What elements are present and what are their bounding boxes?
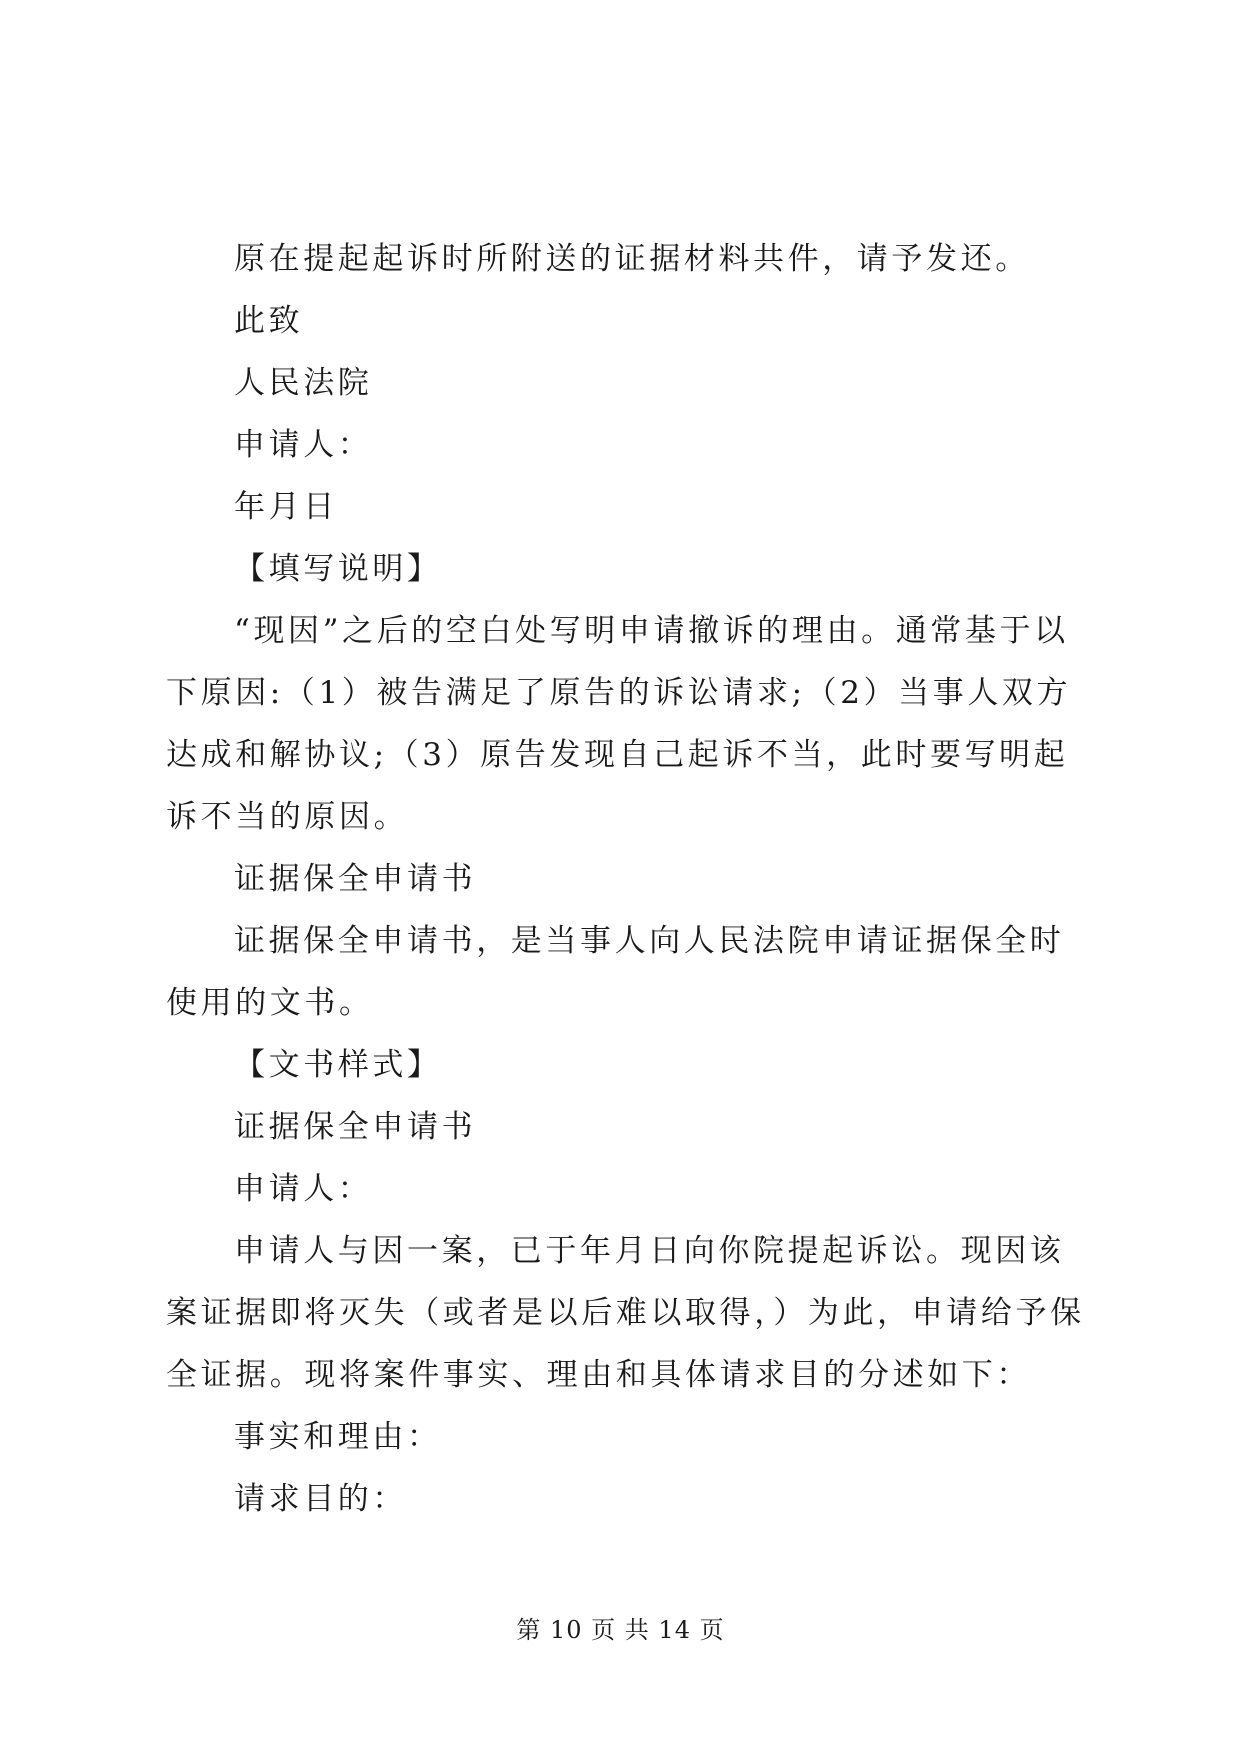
paragraph-court: 人民法院 — [234, 365, 373, 401]
paragraph-salutation: 此致 — [234, 303, 304, 339]
paragraph-form-title: 证据保全申请书 — [234, 1109, 477, 1145]
paragraph-date: 年月日 — [234, 489, 338, 525]
paragraph-evidence-definition: 证据保全申请书，是当事人向人民法院申请证据保全时使用的文书。 — [166, 923, 1065, 1021]
paragraph-request-purpose: 请求目的： — [234, 1481, 407, 1517]
paragraph-applicant: 申请人： — [234, 427, 373, 463]
document-body — [166, 228, 1096, 1530]
page-number-footer: 第 10 页 共 14 页 — [516, 1616, 725, 1644]
paragraph-facts-reasons: 事实和理由： — [234, 1419, 442, 1455]
heading-document-format: 【文书样式】 — [234, 1047, 442, 1083]
paragraph-return-evidence: 原在提起起诉时所附送的证据材料共件，请予发还。 — [234, 241, 1030, 277]
paragraph-withdrawal-reasons: “现因”之后的空白处写明申请撤诉的理由。通常基于以下原因:（1）被告满足了原告的诉讼请求;（2）当事人双方达成和解协议;（3）原告发现自己起诉不当，此时要写明起诉不当的原因。 — [166, 613, 1072, 835]
heading-evidence-preservation: 证据保全申请书 — [234, 861, 477, 897]
heading-filling-instructions: 【填写说明】 — [234, 551, 442, 587]
paragraph-form-applicant: 申请人： — [234, 1171, 373, 1207]
paragraph-application-body: 申请人与因一案，已于年月日向你院提起诉讼。现因该案证据即将灭失（或者是以后难以取得，）为此，申请给予保全证据。现将案件事实、理由和具体请求目的分述如下： — [166, 1233, 1085, 1393]
